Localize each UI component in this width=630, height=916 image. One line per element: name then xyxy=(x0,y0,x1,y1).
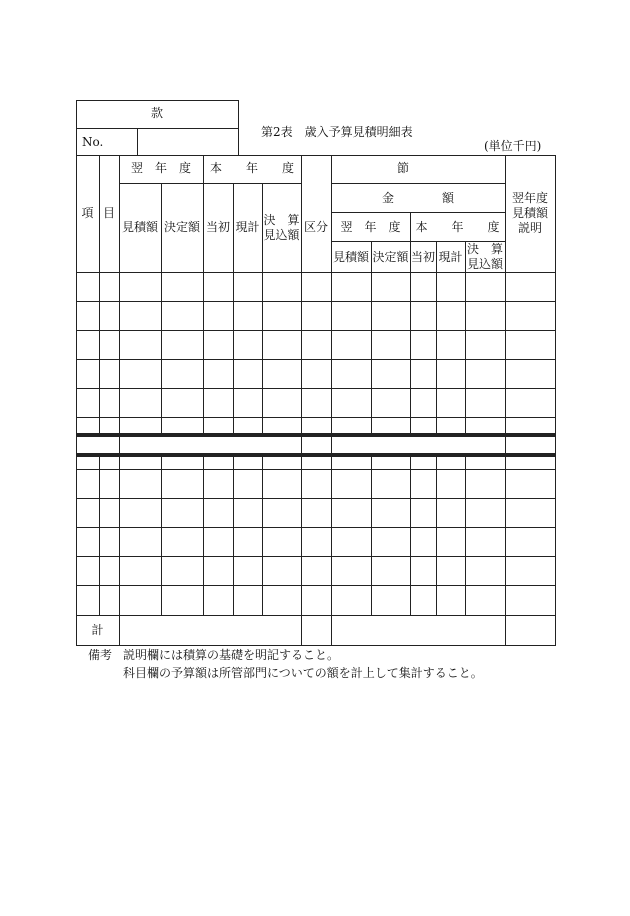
grid-line xyxy=(76,433,556,437)
grid-line xyxy=(76,388,556,389)
grid-line xyxy=(238,100,239,156)
header-setsumei-line2: 見積額 xyxy=(511,206,548,220)
grid-line xyxy=(99,155,100,434)
grid-line xyxy=(203,453,204,616)
header-yokunendo: 翌 年 度 xyxy=(130,161,191,175)
header-ketteigaku: 決定額 xyxy=(163,220,200,234)
total-label: 計 xyxy=(91,623,104,637)
header-kingaku: 金 額 xyxy=(381,191,454,205)
header-setsu-tosho: 当初 xyxy=(410,250,435,264)
grid-line xyxy=(76,527,556,528)
grid-line xyxy=(137,128,138,156)
grid-line xyxy=(465,453,466,616)
grid-line xyxy=(76,359,556,360)
header-setsu-kessan-line1: 決 算 xyxy=(466,242,503,256)
kuan-label: 款 xyxy=(150,106,163,120)
grid-line xyxy=(76,615,556,616)
no-label: No. xyxy=(82,135,104,149)
header-genkei: 現計 xyxy=(235,220,260,234)
grid-line xyxy=(76,453,556,457)
notes-line2: 科目欄の予算額は所管部門についての額を計上して集計すること。 xyxy=(123,666,483,680)
header-setsu-honnendo: 本 年 度 xyxy=(415,220,500,234)
header-moku: 目 xyxy=(102,206,115,220)
header-setsu-yokunendo: 翌 年 度 xyxy=(340,220,401,234)
header-kubun: 区分 xyxy=(303,220,328,234)
header-setsu: 節 xyxy=(396,161,409,175)
header-setsumei-line3: 説明 xyxy=(517,221,542,235)
header-setsu-kessan-line2: 見込額 xyxy=(466,257,503,271)
header-kou: 項 xyxy=(81,206,94,220)
header-tosho: 当初 xyxy=(205,220,230,234)
grid-line xyxy=(76,417,556,418)
grid-line xyxy=(331,212,506,213)
grid-line xyxy=(410,241,411,434)
grid-line xyxy=(371,453,372,616)
grid-line xyxy=(99,453,100,616)
grid-line xyxy=(76,128,239,129)
grid-line xyxy=(76,301,556,302)
grid-line xyxy=(436,241,437,434)
header-setsu-ketteigaku: 決定額 xyxy=(372,250,409,264)
unit-label: (単位千円) xyxy=(484,139,542,153)
grid-line xyxy=(76,469,556,470)
grid-line xyxy=(410,453,411,616)
header-setsu-mitsumorigaku: 見積額 xyxy=(332,250,369,264)
grid-line xyxy=(76,155,556,156)
notes-label: 備考 xyxy=(88,648,113,662)
header-setsu-genkei: 現計 xyxy=(438,250,463,264)
header-kessan-line1: 決 算 xyxy=(263,213,300,227)
grid-line xyxy=(161,453,162,616)
header-kessan-line2: 見込額 xyxy=(263,228,300,242)
grid-line xyxy=(331,183,506,184)
grid-line xyxy=(203,155,204,434)
document-title: 第2表 歳入予算見積明細表 xyxy=(261,125,413,139)
grid-line xyxy=(76,330,556,331)
grid-line xyxy=(76,556,556,557)
grid-line xyxy=(233,453,234,616)
notes-line1: 説明欄には積算の基礎を明記すること。 xyxy=(123,648,340,662)
grid-line xyxy=(76,272,556,273)
grid-line xyxy=(76,585,556,586)
grid-line xyxy=(119,183,302,184)
header-mitsumorigaku: 見積額 xyxy=(121,220,158,234)
header-honnendo: 本 年 度 xyxy=(209,161,294,175)
grid-line xyxy=(555,155,556,646)
header-setsumei-line1: 翌年度 xyxy=(511,191,548,205)
grid-line xyxy=(262,453,263,616)
grid-line xyxy=(371,241,372,434)
grid-line xyxy=(76,155,77,646)
grid-line xyxy=(76,498,556,499)
grid-line xyxy=(76,645,556,646)
grid-line xyxy=(436,453,437,616)
grid-line xyxy=(76,100,239,101)
